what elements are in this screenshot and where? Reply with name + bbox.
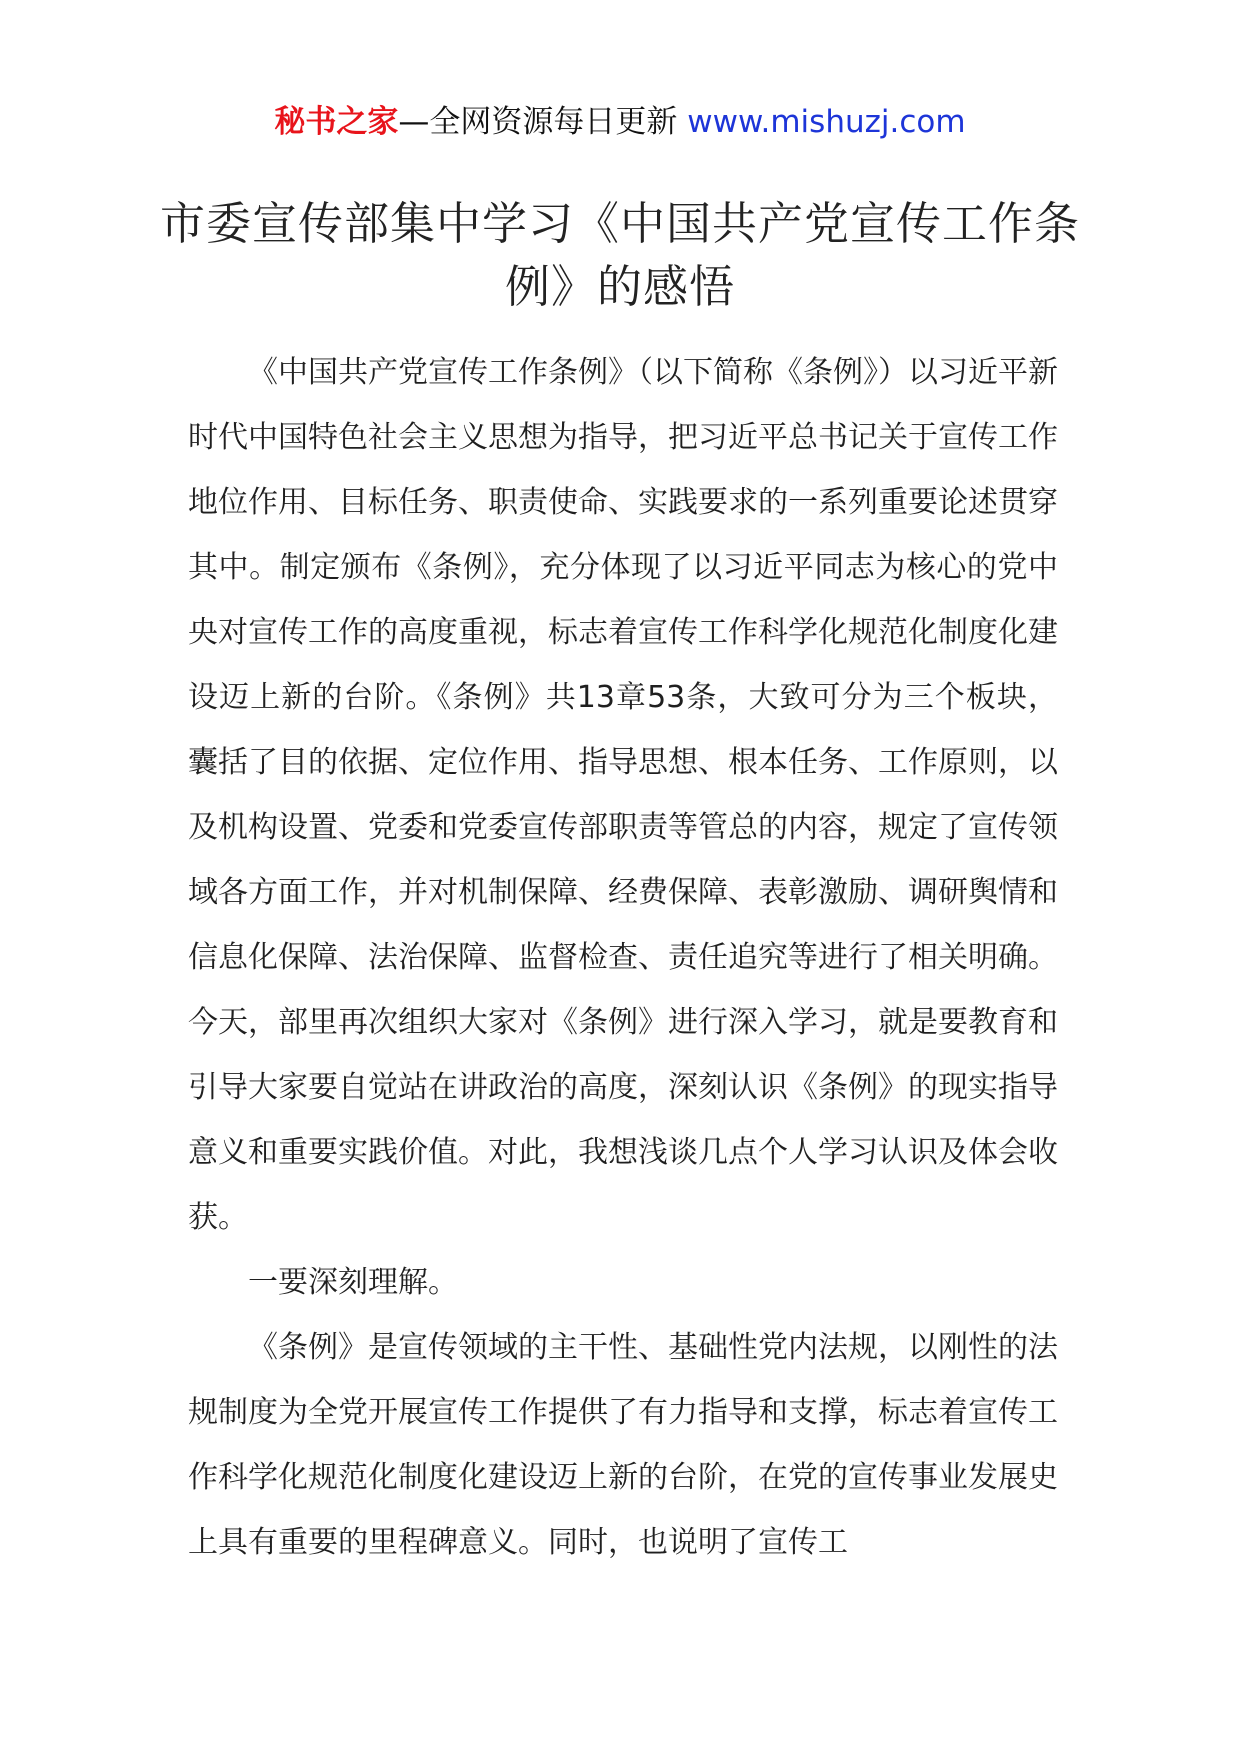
site-brand: 秘书之家 [274,104,399,140]
site-tagline: —全网资源每日更新 [398,104,688,140]
site-header [0,100,1240,144]
site-url-link[interactable]: www.mishuzj.com [687,104,966,140]
paragraph-heading-1: 一要深刻理解。 [248,1265,458,1300]
paragraph-intro: 《中国共产党宣传工作条例》（以下简称《条例》）以习近平新时代中国特色社会主义思想为指导，把习近平总书记关于宣传工作地位作用、目标任务、职责使命、实践要求的一系列重要论述贯穿其中。制定颁布《条例》，充分体现了以习近平同志为核心的党中央对宣传工作的高度重视，标志着宣传工作科学化规范化制度化建设迈上新的台阶。《条例》共13章53条，大致可分为三个板块，囊括了目的依据、定位作用、指导思想、根本任务、工作原则，以及机构设置、党委和党委宣传部职责等管总的内容，规定了宣传领域各方面工作，并对机制保障、经费保障、表彰激励、调研舆情和信息化保障、法治保障、监督检查、责任追究等进行了相关明确。今天，部里再次组织大家对《条例》进行深入学习，就是要教育和引导大家要自觉站在讲政治的高度，深刻认识《条例》的现实指导意义和重要实践价值。对此，我想浅谈几点个人学习认识及体会收获。 [188,355,1058,1235]
paragraph-section-1: 《条例》是宣传领域的主干性、基础性党内法规，以刚性的法规制度为全党开展宣传工作提供了有力指导和支撑，标志着宣传工作科学化规范化制度化建设迈上新的台阶，在党的宣传事业发展史上具有重要的里程碑意义。同时，也说明了宣传工 [188,1330,1058,1560]
document-title: 市委宣传部集中学习《中国共产党宣传工作条例》的感悟 [159,197,1080,313]
document-body [188,340,1058,1575]
